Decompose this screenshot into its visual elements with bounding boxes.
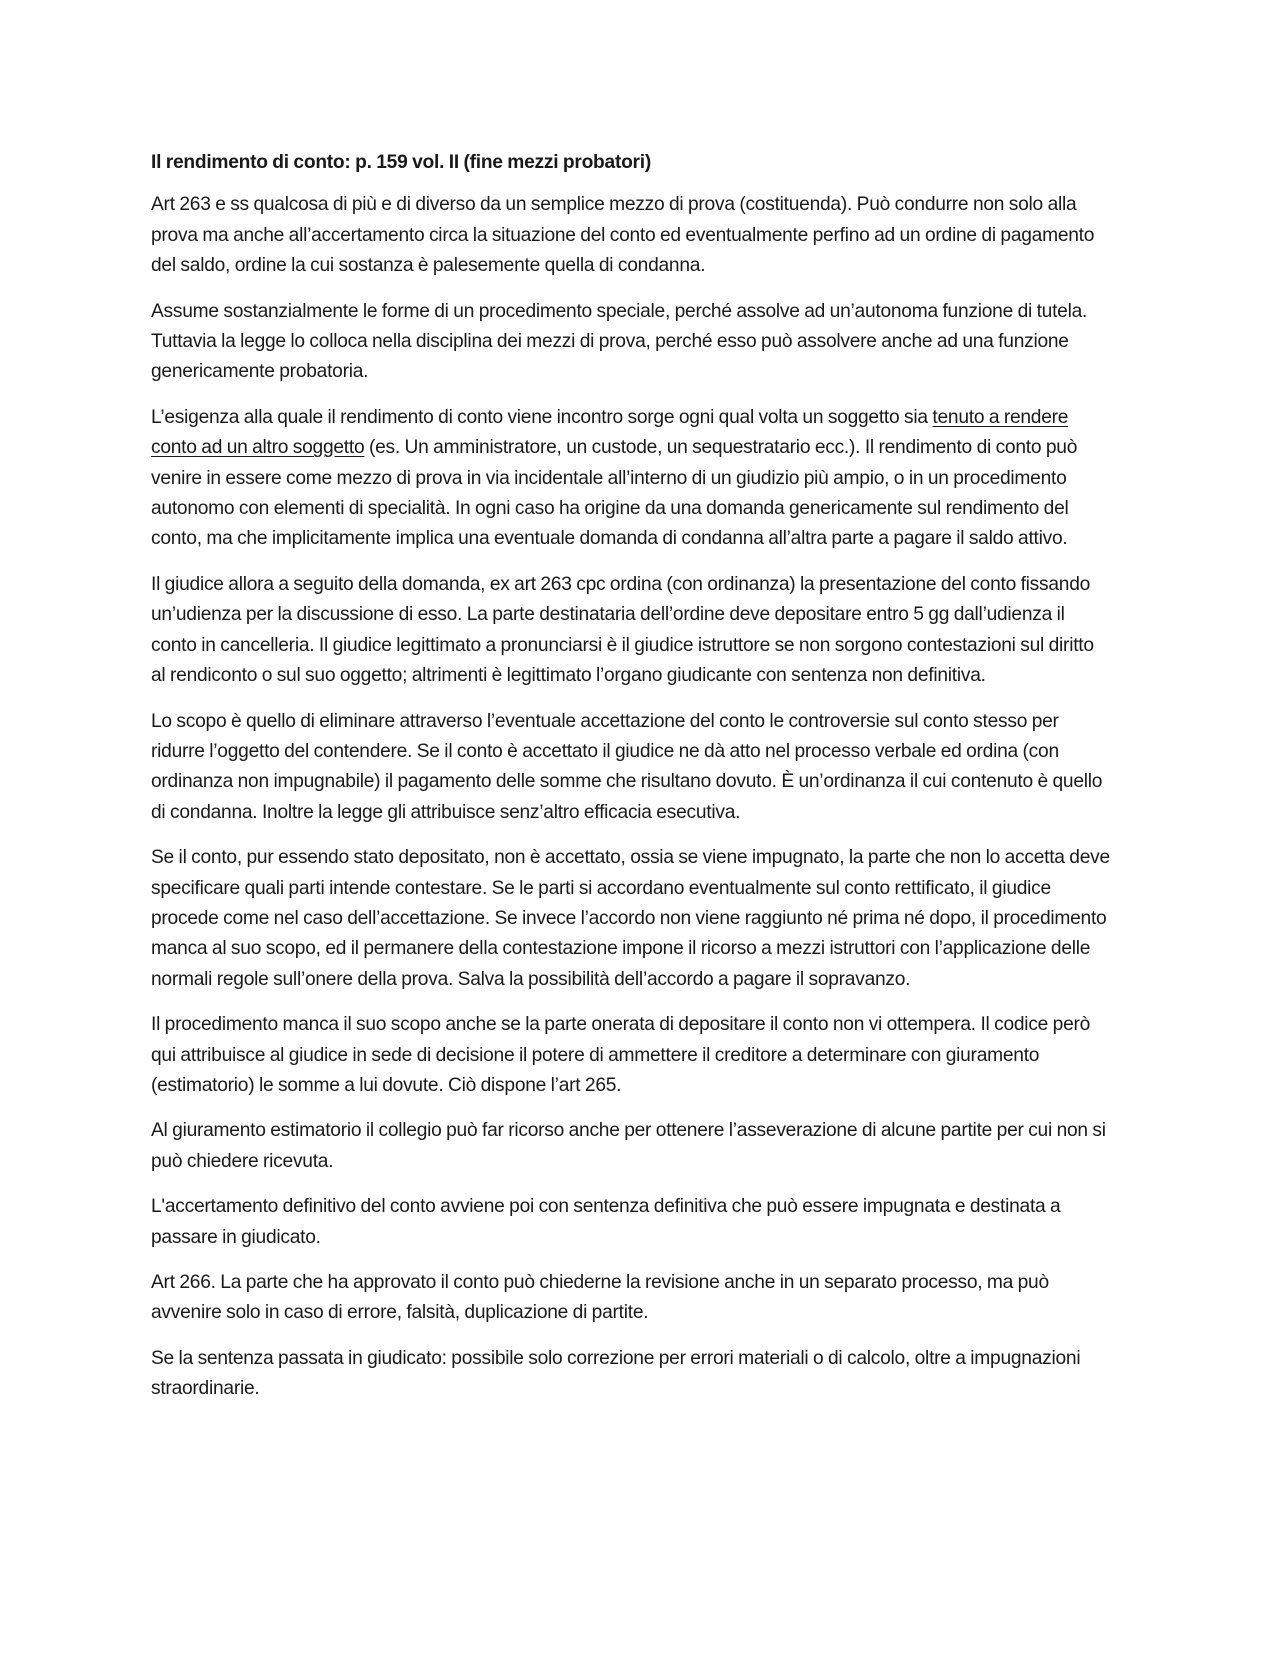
paragraph-1: Art 263 e ss qualcosa di più e di diverso da un semplice mezzo di prova (costituenda). Può condurre non solo alla prova ma anche all’accertamento circa la situazione del conto ed eventualmente perfino ad un ordine di pagamento del saldo, ordine la cui sostanza è palesemente quella di condanna.	[151, 194, 1095, 277]
paragraph-10: Art 266. La parte che ha approvato il conto può chiederne la revisione anche in un separato processo, ma può avvenire solo in caso di errore, falsità, duplicazione di partite.	[151, 1272, 1049, 1324]
paragraph-7: Il procedimento manca il suo scopo anche se la parte onerata di depositare il conto non vi ottempera. Il codice però qui attribuisce al giudice in sede di decisione il potere di ammettere il creditore a determinare con giuramento (estimatorio) le somme a lui dovute. Ciò dispone l’art 265.	[151, 1014, 1091, 1096]
paragraph-2: Assume sostanzialmente le forme di un procedimento speciale, perché assolve ad un’autonoma funzione di tutela. Tuttavia la legge lo colloca nella disciplina dei mezzi di prova, perché esso può assolvere anche ad una funzione genericamente probatoria.	[151, 300, 1088, 383]
paragraph-4: Il giudice allora a seguito della domanda, ex art 263 cpc ordina (con ordinanza) la presentazione del conto fissando un’udienza per la discussione di esso. La parte destinataria dell’ordine deve depositare entro 5 gg dall’udienza il conto in cancelleria. Il giudice legittimato a pronunciarsi è il giudice istruttore se non sorgono contestazioni sul diritto al rendiconto o sul suo oggetto; altrimenti è legittimato l’organo giudicante con sentenza non definitiva.	[151, 573, 1094, 687]
paragraph-8: Al giuramento estimatorio il collegio può far ricorso anche per ottenere l’asseverazione di alcune partite per cui non si può chiedere ricevuta.	[151, 1120, 1106, 1172]
paragraph-3-start: L’esigenza alla quale il rendimento di conto viene incontro sorge ogni qual volta un soggetto sia	[151, 406, 933, 428]
underlined-phrase: tenuto a rendere conto ad un altro soggetto	[151, 406, 1069, 459]
document-title: Il rendimento di conto: p. 159 vol. II (fine mezzi probatori)	[151, 152, 651, 173]
document-page	[151, 148, 1111, 1420]
paragraph-3-end: (es. Un amministratore, un custode, un sequestratario ecc.). Il rendimento di conto può venire in essere come mezzo di prova in via incidentale all’interno di un giudizio più ampio, o in un procedimento autonomo con elementi di specialità. In ogni caso ha origine da una domanda genericamente sul rendimento del conto, ma che implicitamente implica una eventuale domanda di condanna all’altra parte a pagare il saldo attivo.	[151, 437, 1078, 550]
paragraph-9: L'accertamento definitivo del conto avviene poi con sentenza definitiva che può essere impugnata e destinata a passare in giudicato.	[151, 1196, 1061, 1248]
paragraph-5: Lo scopo è quello di eliminare attraverso l’eventuale accettazione del conto le controversie sul conto stesso per ridurre l’oggetto del contendere. Se il conto è accettato il giudice ne dà atto nel processo verbale ed ordina (con ordinanza non impugnabile) il pagamento delle somme che risultano dovuto. È un’ordinanza il cui contenuto è quello di condanna. Inoltre la legge gli attribuisce senz’altro efficacia esecutiva.	[151, 710, 1103, 823]
paragraph-3	[151, 403, 1111, 555]
paragraph-6: Se il conto, pur essendo stato depositato, non è accettato, ossia se viene impugnato, la parte che non lo accetta deve specificare quali parti intende contestare. Se le parti si accordano eventualmente sul conto rettificato, il giudice procede come nel caso dell’accettazione. Se invece l’accordo non viene raggiunto né prima né dopo, il procedimento manca al suo scopo, ed il permanere della contestazione impone il ricorso a mezzi istruttori con l’applicazione delle normali regole sull’onere della prova. Salva la possibilità dell’accordo a pagare il sopravanzo.	[151, 847, 1110, 990]
paragraph-11: Se la sentenza passata in giudicato: possibile solo correzione per errori materiali o di calcolo, oltre a impugnazioni straordinarie.	[151, 1347, 1081, 1400]
